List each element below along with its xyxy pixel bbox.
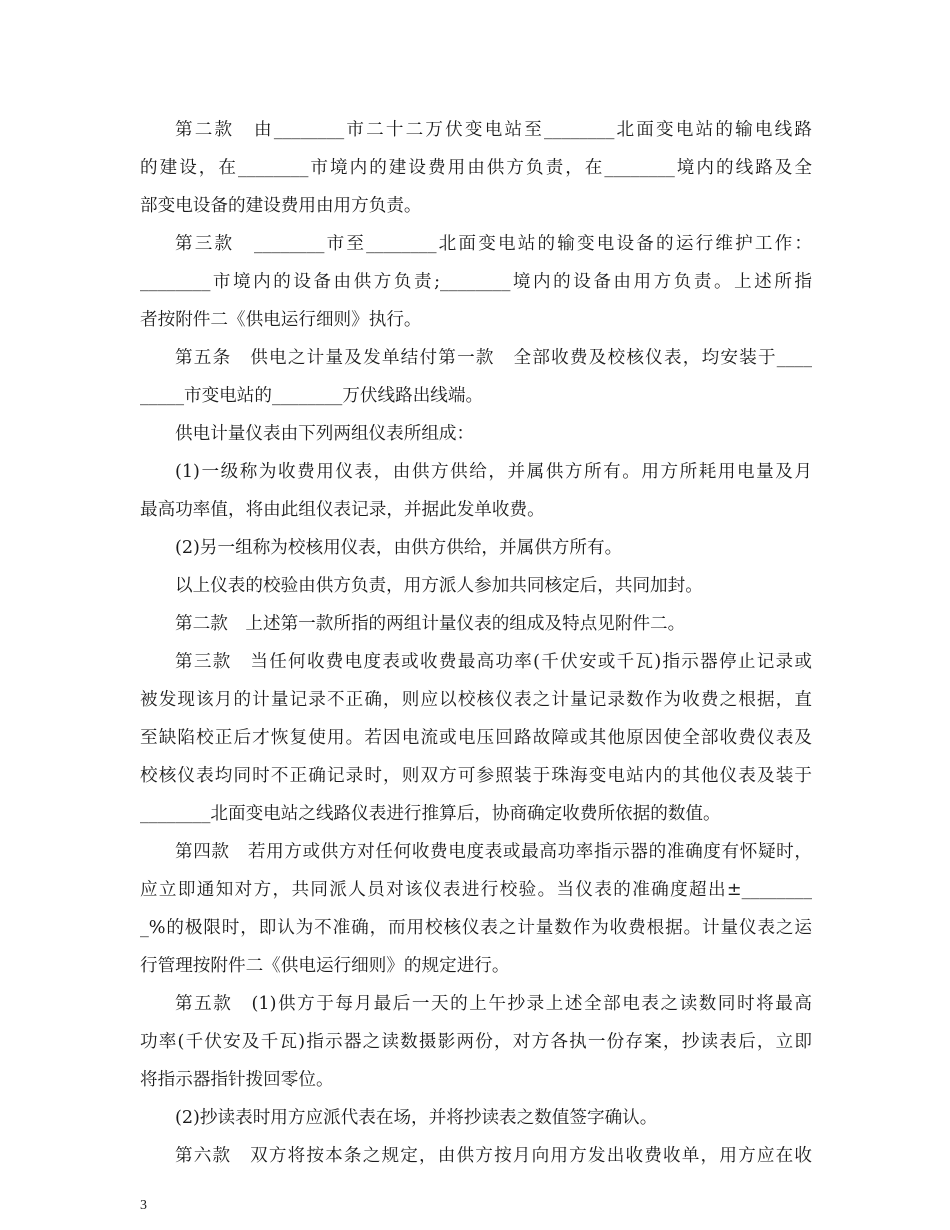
text-line: 被发现该月的计量记录不正确，则应以校核仪表之计量记录数作为收费之根据，直: [140, 690, 812, 710]
text-line: _%的极限时，即认为不准确，而用校核仪表之计量数作为收费根据。计量仪表之运: [140, 918, 812, 938]
text-line: 第五条 供电之计量及发单结付第一款 全部收费及校核仪表，均安装于____: [175, 348, 812, 368]
text-line: 功率(千伏安及千瓦)指示器之读数摄影两份，对方各执一份存案，抄读表后，立即: [140, 1032, 812, 1052]
text-line: 至缺陷校正后才恢复使用。若因电流或电压回路故障或其他原因使全部收费仪表及: [140, 728, 812, 748]
text-line: 的建设，在________市境内的建设费用由供方负责，在________境内的线路及全: [140, 158, 812, 178]
text-line: 最高功率值，将由此组仪表记录，并据此发单收费。: [140, 500, 545, 520]
text-line: (1)一级称为收费用仪表，由供方供给，并属供方所有。用方所耗用电量及月: [175, 462, 812, 482]
text-line: 第二款 由________市二十二万伏变电站至________北面变电站的输电线路: [175, 120, 812, 140]
text-line: 第五款 (1)供方于每月最后一天的上午抄录上述全部电表之读数同时将最高: [175, 994, 812, 1014]
text-line: (2)抄读表时用方应派代表在场，并将抄读表之数值签字确认。: [175, 1108, 658, 1128]
page-number: 3: [140, 1198, 147, 1213]
text-line: 以上仪表的校验由供方负责，用方派人参加共同核定后，共同加封。: [175, 576, 703, 596]
text-line: 行管理按附件二《供电运行细则》的规定进行。: [140, 956, 510, 976]
text-line: 第四款 若用方或供方对任何收费电度表或最高功率指示器的准确度有怀疑时，: [175, 842, 812, 862]
text-line: ________北面变电站之线路仪表进行推算后，协商确定收费所依据的数值。: [140, 804, 721, 824]
text-line: (2)另一组称为校核用仪表，由供方供给，并属供方所有。: [175, 538, 623, 558]
text-line: 部变电设备的建设费用由用方负责。: [140, 196, 422, 216]
text-line: 第二款 上述第一款所指的两组计量仪表的组成及特点见附件二。: [175, 614, 686, 634]
text-line: ________市境内的设备由供方负责;________境内的设备由用方负责。上述所指: [140, 272, 812, 292]
text-line: 校核仪表均同时不正确记录时，则双方可参照装于珠海变电站内的其他仪表及装于: [140, 766, 812, 786]
text-line: _____市变电站的________万伏线路出线端。: [140, 386, 484, 406]
text-line: 第三款 当任何收费电度表或收费最高功率(千伏安或千瓦)指示器停止记录或: [175, 652, 812, 672]
text-line: 将指示器指针拨回零位。: [140, 1070, 334, 1090]
text-line: 第三款 ________市至________北面变电站的输变电设备的运行维护工作：: [175, 234, 812, 254]
text-line: 第六款 双方将按本条之规定，由供方按月向用方发出收费收单，用方应在收: [175, 1146, 812, 1166]
text-line: 应立即通知对方，共同派人员对该仪表进行校验。当仪表的准确度超出±________: [140, 880, 812, 900]
text-line: 供电计量仪表由下列两组仪表所组成：: [175, 424, 475, 444]
text-line: 者按附件二《供电运行细则》执行。: [140, 310, 422, 330]
